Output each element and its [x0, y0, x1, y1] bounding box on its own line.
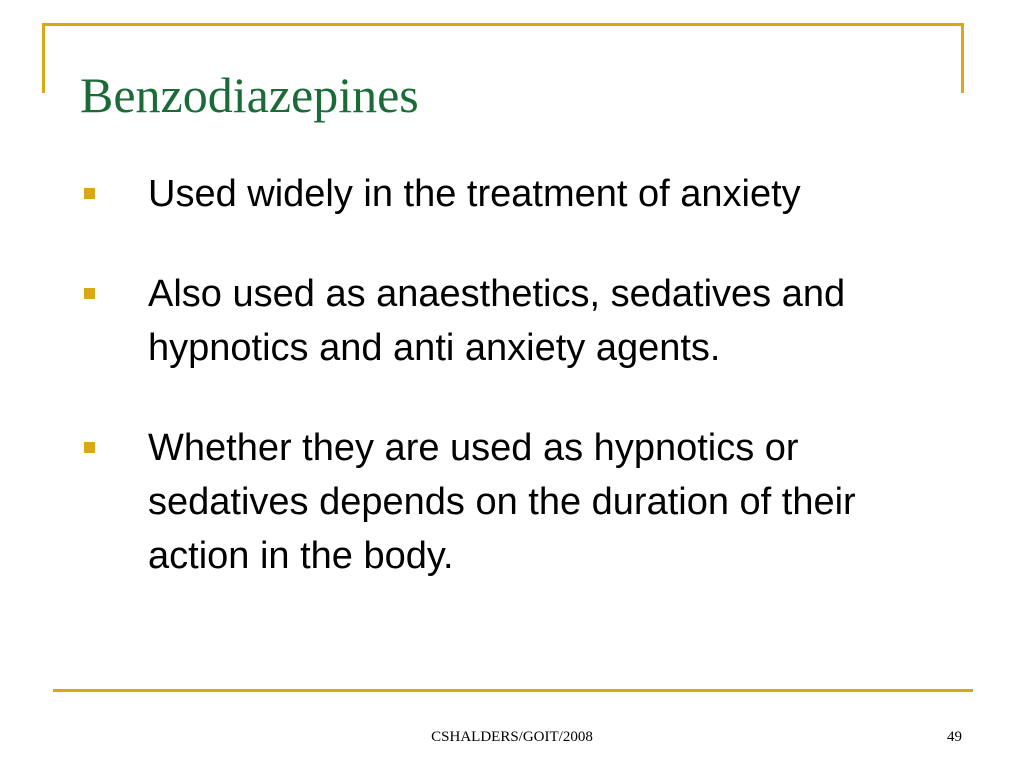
- bullet-list: [84, 167, 964, 583]
- slide-title: Benzodiazepines: [80, 67, 419, 123]
- bullet-item: [84, 167, 964, 221]
- square-bullet-icon: [84, 288, 95, 299]
- top-frame-line: [42, 23, 964, 26]
- bullet-text: Whether they are used as hypnotics or sedatives depends on the duration of their action in the body.: [148, 427, 856, 577]
- footer-divider: [53, 689, 973, 692]
- page-number: 49: [947, 729, 962, 745]
- square-bullet-icon: [84, 188, 95, 199]
- square-bullet-icon: [84, 442, 95, 453]
- bullet-text: Also used as anaesthetics, sedatives and hypnotics and anti anxiety agents.: [148, 273, 846, 369]
- footer-text: CSHALDERS/GOIT/2008: [431, 729, 593, 745]
- left-frame-line: [42, 23, 45, 93]
- bullet-item: [84, 267, 964, 375]
- bullet-text: Used widely in the treatment of anxiety: [148, 173, 801, 215]
- bullet-item: [84, 421, 964, 583]
- right-frame-line: [961, 23, 964, 93]
